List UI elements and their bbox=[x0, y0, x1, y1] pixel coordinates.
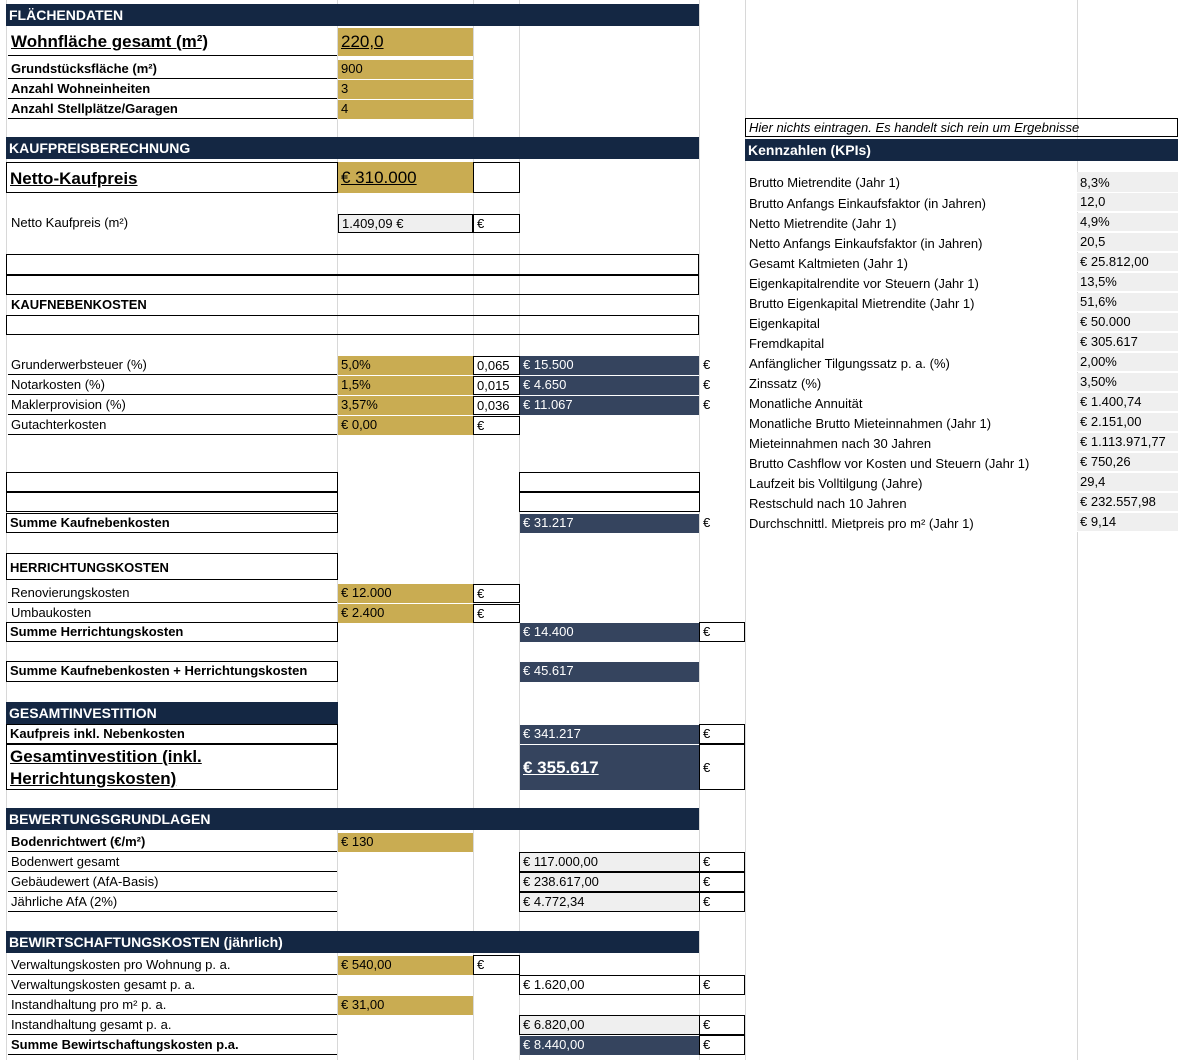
kpi-value: € 9,14 bbox=[1077, 513, 1178, 532]
herrichtung-summe-label: Summe Herrichtungskosten bbox=[6, 622, 338, 642]
netto-qm-value: 1.409,09 € bbox=[338, 214, 473, 233]
kaufpreis-nk-label: Kaufpreis inkl. Nebenkosten bbox=[6, 724, 338, 744]
neben-pct-input[interactable]: 5,0% bbox=[338, 356, 473, 375]
empty-row bbox=[6, 275, 699, 295]
neben-summe-value: € 31.217 bbox=[520, 514, 699, 533]
neben-unit: € bbox=[703, 397, 711, 412]
kpi-value: 51,6% bbox=[1077, 293, 1178, 312]
kpi-value: € 25.812,00 bbox=[1077, 253, 1178, 272]
neben-label: Notarkosten (%) bbox=[8, 376, 337, 395]
boden-input[interactable]: € 130 bbox=[338, 833, 473, 852]
kpi-label: Zinssatz (%) bbox=[749, 376, 822, 391]
bewertung-label: Jährliche AfA (2%) bbox=[8, 893, 337, 912]
inst-input[interactable]: € 31,00 bbox=[338, 996, 473, 1015]
netto-qm-label: Netto Kaufpreis (m²) bbox=[11, 215, 129, 230]
grund-label: Grundstücksfläche (m²) bbox=[8, 60, 337, 79]
gutachter-unit: € bbox=[473, 416, 520, 435]
neben-unit: € bbox=[703, 357, 711, 372]
kpi-label: Brutto Eigenkapital Mietrendite (Jahr 1) bbox=[749, 296, 975, 311]
kpi-value: 13,5% bbox=[1077, 273, 1178, 292]
kpi-value: € 1.113.971,77 bbox=[1077, 433, 1178, 452]
euro-unit: € bbox=[473, 214, 520, 233]
einheiten-label: Anzahl Wohneinheiten bbox=[8, 80, 337, 99]
kaufpreis-nk-value: € 341.217 bbox=[520, 725, 699, 744]
nebenkosten-header: KAUFNEBENKOSTEN bbox=[11, 297, 147, 312]
umbau-input[interactable]: € 2.400 bbox=[338, 604, 473, 623]
herrichtung-total-label: Summe Kaufnebenkosten + Herrichtungskosten bbox=[6, 661, 338, 682]
kpi-value: 12,0 bbox=[1077, 193, 1178, 212]
kpi-value: 8,3% bbox=[1077, 172, 1178, 193]
kpi-value: 4,9% bbox=[1077, 213, 1178, 232]
kpi-label: Mieteinnahmen nach 30 Jahren bbox=[749, 436, 932, 451]
empty-cell bbox=[6, 492, 338, 512]
kpi-value: € 2.151,00 bbox=[1077, 413, 1178, 432]
kpi-value: € 50.000 bbox=[1077, 313, 1178, 332]
neben-unit: € bbox=[703, 377, 711, 392]
neben-summe-unit: € bbox=[703, 515, 711, 530]
umbau-unit: € bbox=[473, 604, 520, 623]
neben-summe-label: Summe Kaufnebenkosten bbox=[6, 513, 338, 533]
neben-value: € 11.067 bbox=[520, 396, 699, 415]
verw-unit: € bbox=[473, 955, 520, 975]
bewertung-unit: € bbox=[699, 852, 745, 872]
section-header-gesamt: GESAMTINVESTITION bbox=[6, 702, 338, 724]
kpi-label: Durchschnittl. Mietpreis pro m² (Jahr 1) bbox=[749, 516, 974, 531]
neben-label: Grunderwerbsteuer (%) bbox=[8, 356, 337, 375]
bewertung-unit: € bbox=[699, 872, 745, 892]
renov-unit: € bbox=[473, 584, 520, 603]
kpi-value: € 305.617 bbox=[1077, 333, 1178, 352]
kpi-label: Anfänglicher Tilgungssatz p. a. (%) bbox=[749, 356, 950, 371]
kpi-label: Monatliche Brutto Mieteinnahmen (Jahr 1) bbox=[749, 416, 992, 431]
kpi-label: Brutto Anfangs Einkaufsfaktor (in Jahren) bbox=[749, 196, 987, 211]
empty-cell bbox=[519, 472, 700, 492]
gesamt-unit: € bbox=[699, 744, 745, 790]
herrichtung-header: HERRICHTUNGSKOSTEN bbox=[6, 553, 338, 580]
gutachter-input[interactable]: € 0,00 bbox=[338, 416, 473, 435]
neben-factor: 0,015 bbox=[473, 376, 520, 395]
herrichtung-summe-value: € 14.400 bbox=[520, 623, 699, 642]
bewertung-label: Gebäudewert (AfA-Basis) bbox=[8, 873, 337, 892]
kpi-value: 29,4 bbox=[1077, 473, 1178, 492]
umbau-label: Umbaukosten bbox=[8, 604, 337, 623]
wohnflaeche-input[interactable]: 220,0 bbox=[338, 28, 473, 56]
kpi-header: Kennzahlen (KPIs) bbox=[745, 139, 1077, 161]
bewertung-label: Bodenwert gesamt bbox=[8, 853, 337, 872]
kpi-label: Monatliche Annuität bbox=[749, 396, 863, 411]
bewirt-summe-unit: € bbox=[699, 1035, 745, 1055]
neben-value: € 15.500 bbox=[520, 356, 699, 375]
kpi-value: 20,5 bbox=[1077, 233, 1178, 252]
bewertung-value: € 238.617,00 bbox=[519, 872, 700, 892]
kpi-label: Gesamt Kaltmieten (Jahr 1) bbox=[749, 256, 908, 271]
kpi-value: € 232.557,98 bbox=[1077, 493, 1178, 512]
netto-label: Netto-Kaufpreis bbox=[6, 162, 338, 193]
section-header-bewirtschaftung: BEWIRTSCHAFTUNGSKOSTEN (jährlich) bbox=[6, 931, 699, 953]
kpi-label: Eigenkapitalrendite vor Steuern (Jahr 1) bbox=[749, 276, 979, 291]
empty-row bbox=[6, 254, 699, 275]
verw-ges-label: Verwaltungskosten gesamt p. a. bbox=[8, 976, 337, 995]
kpi-note: Hier nichts eintragen. Es handelt sich rein um Ergebnisse bbox=[745, 118, 1178, 137]
bewertung-unit: € bbox=[699, 892, 745, 912]
gesamt-value: € 355.617 bbox=[520, 745, 699, 790]
empty-cell bbox=[519, 492, 700, 512]
cell bbox=[473, 162, 520, 193]
verw-ges-value: € 1.620,00 bbox=[519, 975, 700, 995]
inst-ges-label: Instandhaltung gesamt p. a. bbox=[8, 1016, 337, 1035]
kpi-value: € 1.400,74 bbox=[1077, 393, 1178, 412]
inst-ges-value: € 6.820,00 bbox=[519, 1015, 700, 1035]
verw-label: Verwaltungskosten pro Wohnung p. a. bbox=[8, 956, 337, 975]
kpi-label: Brutto Cashflow vor Kosten und Steuern (Jahr 1) bbox=[749, 456, 1030, 471]
inst-label: Instandhaltung pro m² p. a. bbox=[8, 996, 337, 1015]
renov-input[interactable]: € 12.000 bbox=[338, 584, 473, 603]
kpi-value: 3,50% bbox=[1077, 373, 1178, 392]
einheiten-input[interactable]: 3 bbox=[338, 80, 473, 99]
boden-label: Bodenrichtwert (€/m²) bbox=[8, 833, 337, 852]
grund-input[interactable]: 900 bbox=[338, 60, 473, 79]
neben-pct-input[interactable]: 1,5% bbox=[338, 376, 473, 395]
gesamt-label-line1: Gesamtinvestition (inkl. bbox=[10, 747, 202, 766]
stell-label: Anzahl Stellplätze/Garagen bbox=[8, 100, 337, 119]
empty-row bbox=[6, 315, 699, 335]
gesamt-label-cell bbox=[6, 744, 338, 790]
wohnflaeche-label: Wohnfläche gesamt (m²) bbox=[8, 28, 337, 56]
section-header-bewertung: BEWERTUNGSGRUNDLAGEN bbox=[6, 808, 699, 830]
verw-ges-unit: € bbox=[699, 975, 745, 995]
verw-input[interactable]: € 540,00 bbox=[338, 956, 473, 975]
netto-input[interactable]: € 310.000 bbox=[338, 162, 473, 193]
neben-pct-input[interactable]: 3,57% bbox=[338, 396, 473, 415]
kaufpreis-nk-unit: € bbox=[699, 724, 745, 744]
neben-label: Maklerprovision (%) bbox=[8, 396, 337, 415]
neben-factor: 0,036 bbox=[473, 396, 520, 415]
kpi-label: Netto Anfangs Einkaufsfaktor (in Jahren) bbox=[749, 236, 983, 251]
kpi-label: Netto Mietrendite (Jahr 1) bbox=[749, 216, 897, 231]
gesamt-label-line2: Herrichtungskosten) bbox=[10, 769, 177, 788]
section-header-kaufpreis: KAUFPREISBERECHNUNG bbox=[6, 137, 699, 159]
kpi-header-fill bbox=[1077, 139, 1178, 161]
kpi-label: Restschuld nach 10 Jahren bbox=[749, 496, 907, 511]
kpi-label: Eigenkapital bbox=[749, 316, 820, 331]
bewertung-value: € 117.000,00 bbox=[519, 852, 700, 872]
herrichtung-total-value: € 45.617 bbox=[520, 662, 699, 682]
gutachter-label: Gutachterkosten bbox=[8, 416, 337, 435]
kpi-value: 2,00% bbox=[1077, 353, 1178, 372]
inst-ges-unit: € bbox=[699, 1015, 745, 1035]
kpi-label: Fremdkapital bbox=[749, 336, 825, 351]
kpi-label: Laufzeit bis Volltilgung (Jahre) bbox=[749, 476, 923, 491]
neben-factor: 0,065 bbox=[473, 356, 520, 375]
stell-input[interactable]: 4 bbox=[338, 100, 473, 119]
bewirt-summe-value: € 8.440,00 bbox=[520, 1036, 699, 1055]
kpi-value: € 750,26 bbox=[1077, 453, 1178, 472]
renov-label: Renovierungskosten bbox=[8, 584, 337, 603]
herrichtung-summe-unit: € bbox=[699, 622, 745, 642]
gridline bbox=[473, 0, 474, 1060]
kpi-label: Brutto Mietrendite (Jahr 1) bbox=[749, 175, 901, 190]
section-header-flaechen: FLÄCHENDATEN bbox=[6, 4, 699, 26]
empty-cell bbox=[6, 472, 338, 492]
bewertung-value: € 4.772,34 bbox=[519, 892, 700, 912]
neben-value: € 4.650 bbox=[520, 376, 699, 395]
bewirt-summe-label: Summe Bewirtschaftungskosten p.a. bbox=[8, 1036, 337, 1055]
